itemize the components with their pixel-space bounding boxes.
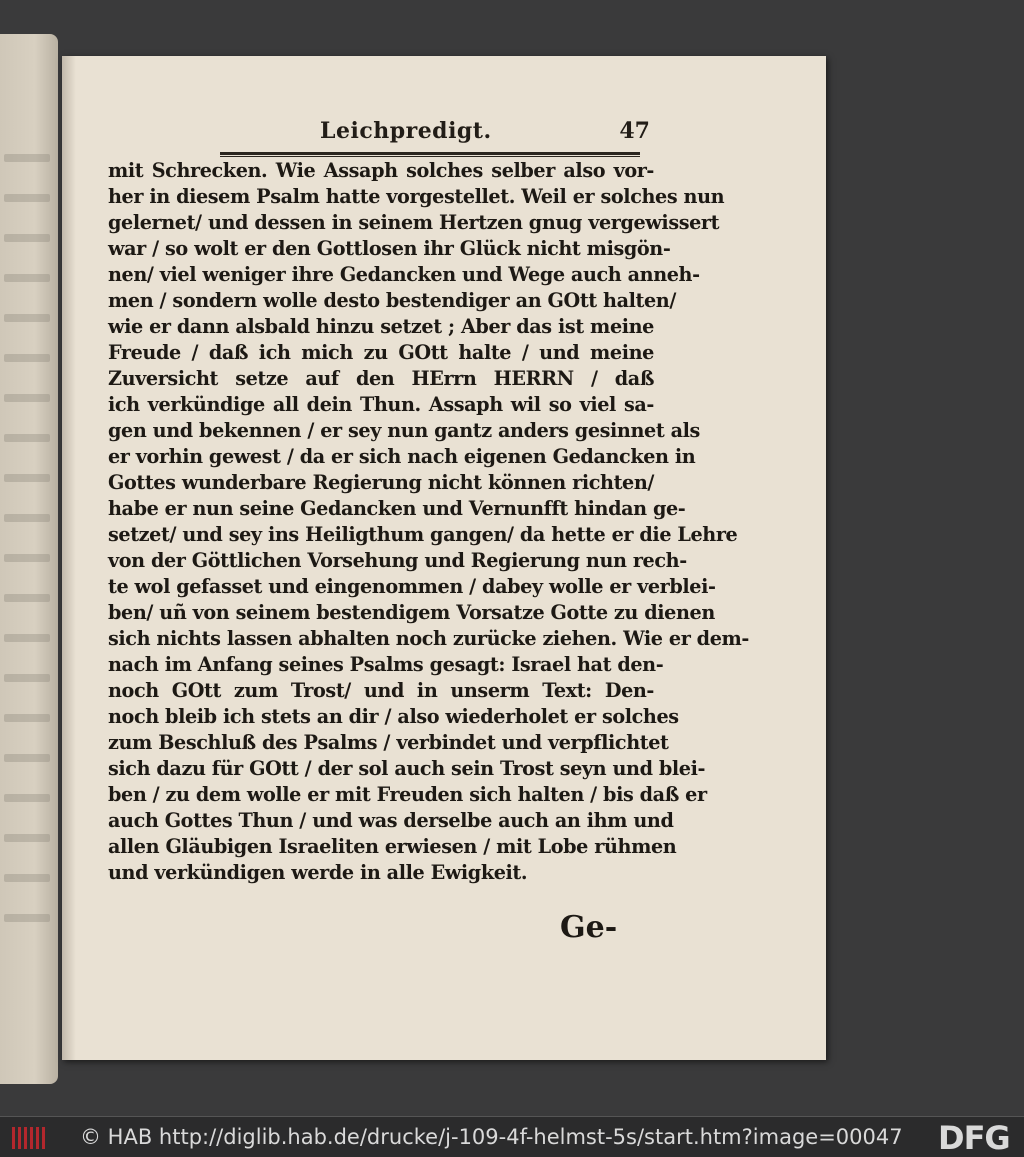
text-line: gelernet/ und dessen in seinem Hertzen gnug vergewissert: [108, 211, 720, 234]
text-line: mit Schrecken. Wie Assaph solches selber also vor-: [108, 159, 654, 182]
copyright-url: © HAB http://diglib.hab.de/drucke/j-109-4f-helmst-5s/start.htm?image=00047: [80, 1125, 903, 1149]
text-line: ich verkündige all dein Thun. Assaph wil so viel sa-: [108, 393, 654, 416]
text-line: er vorhin gewest / da er sich nach eigenen Gedancken in: [108, 445, 696, 468]
catchword: Ge-: [560, 910, 618, 945]
text-line: ben / zu dem wolle er mit Freuden sich halten / bis daß er: [108, 783, 707, 806]
page-number: 47: [619, 118, 650, 144]
page-header: [220, 118, 660, 148]
footer-bar: [0, 1116, 1024, 1157]
text-line: Zuversicht setze auf den HErrn HERRN / daß: [108, 367, 654, 390]
dfg-logo: DFG: [938, 1119, 1010, 1157]
text-line: noch bleib ich stets an dir / also wiederholet er solches: [108, 705, 679, 728]
text-line: noch GOtt zum Trost/ und in unserm Text: Den-: [108, 679, 654, 702]
text-line: Gottes wunderbare Regierung nicht können richten/: [108, 471, 654, 494]
hab-barcode-logo-icon: [10, 1123, 48, 1153]
book-page: [62, 56, 826, 1060]
text-line: war / so wolt er den Gottlosen ihr Glück nicht misgön-: [108, 237, 671, 260]
text-line: nen/ viel weniger ihre Gedancken und Wege auch anneh-: [108, 263, 700, 286]
text-line: her in diesem Psalm hatte vorgestellet. Weil er solches nun: [108, 185, 725, 208]
text-line: von der Göttlichen Vorsehung und Regierung nun rech-: [108, 549, 687, 572]
header-rule: [220, 152, 640, 157]
body-text: [108, 158, 749, 886]
text-line: ben/ uñ von seinem bestendigem Vorsatze Gotte zu dienen: [108, 601, 715, 624]
text-line: setzet/ und sey ins Heiligthum gangen/ da hette er die Lehre: [108, 523, 738, 546]
text-line: te wol gefasset und eingenommen / dabey wolle er verblei-: [108, 575, 716, 598]
text-line-last: und verkündigen werde in alle Ewigkeit.: [108, 861, 528, 884]
running-head: Leichpredigt.: [320, 118, 492, 144]
text-line: allen Gläubigen Israeliten erwiesen / mit Lobe rühmen: [108, 835, 677, 858]
text-line: sich nichts lassen abhalten noch zurücke ziehen. Wie er dem-: [108, 627, 749, 650]
text-line: auch Gottes Thun / und was derselbe auch an ihm und: [108, 809, 674, 832]
text-line: nach im Anfang seines Psalms gesagt: Israel hat den-: [108, 653, 664, 676]
text-line: sich dazu für GOtt / der sol auch sein Trost seyn und blei-: [108, 757, 706, 780]
text-line: Freude / daß ich mich zu GOtt halte / und meine: [108, 341, 654, 364]
text-line: wie er dann alsbald hinzu setzet ; Aber das ist meine: [108, 315, 654, 338]
text-line: gen und bekennen / er sey nun gantz anders gesinnet als: [108, 419, 700, 442]
text-line: zum Beschluß des Psalms / verbindet und verpflichtet: [108, 731, 669, 754]
text-line: habe er nun seine Gedancken und Vernunfft hindan ge-: [108, 497, 686, 520]
adjacent-page-edge: [0, 34, 58, 1084]
text-line: men / sondern wolle desto bestendiger an GOtt halten/: [108, 289, 676, 312]
